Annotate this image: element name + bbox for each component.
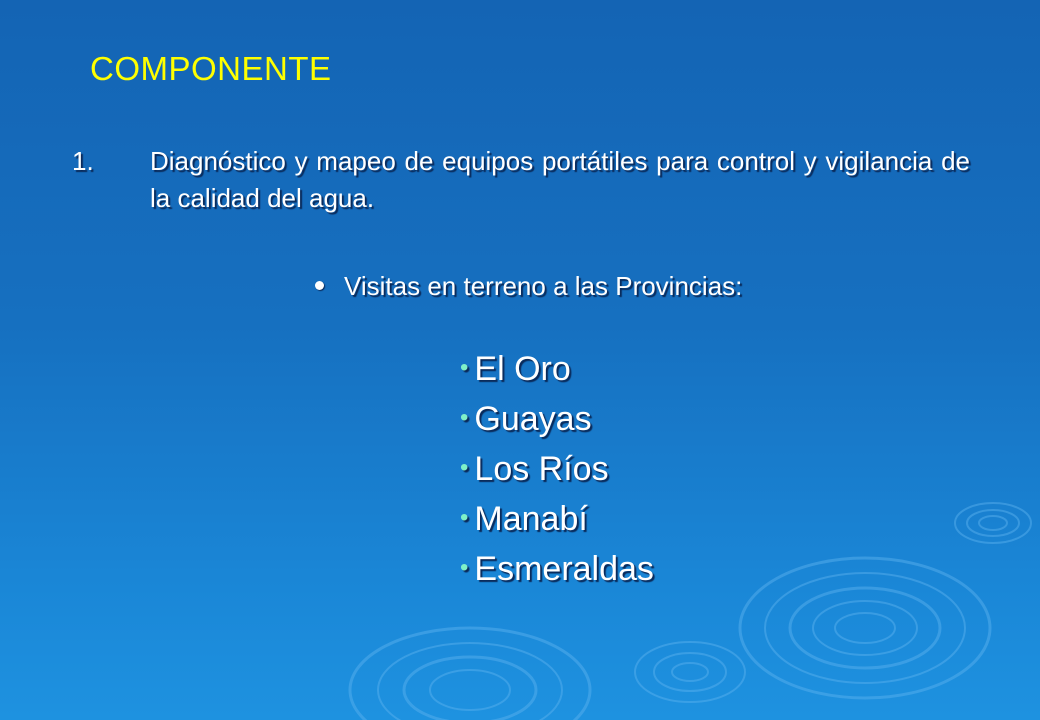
bullet-icon: • <box>460 554 469 581</box>
bullet-dot-icon <box>315 281 324 290</box>
bullet-icon: • <box>460 354 469 381</box>
list-item <box>460 446 654 496</box>
bullet-icon: • <box>460 404 469 431</box>
list-item <box>460 396 654 446</box>
list-item <box>460 546 654 596</box>
subheading-text: Visitas en terreno a las Provincias: <box>344 271 743 301</box>
bullet-icon: • <box>460 504 469 531</box>
slide-title: COMPONENTE <box>90 50 332 87</box>
province-name: Guayas <box>474 400 592 438</box>
list-item <box>460 346 654 396</box>
province-name: El Oro <box>474 350 571 388</box>
item-text: Diagnóstico y mapeo de equipos portátiles para control y vigilancia de la calidad del agua. <box>150 146 970 213</box>
province-name: Los Ríos <box>474 450 609 488</box>
province-name: Esmeraldas <box>474 550 654 588</box>
list-item <box>460 496 654 546</box>
province-list <box>460 346 654 596</box>
bullet-icon: • <box>460 454 469 481</box>
subheading <box>315 271 742 302</box>
province-name: Manabí <box>474 500 588 538</box>
item-number: 1. <box>72 146 94 176</box>
